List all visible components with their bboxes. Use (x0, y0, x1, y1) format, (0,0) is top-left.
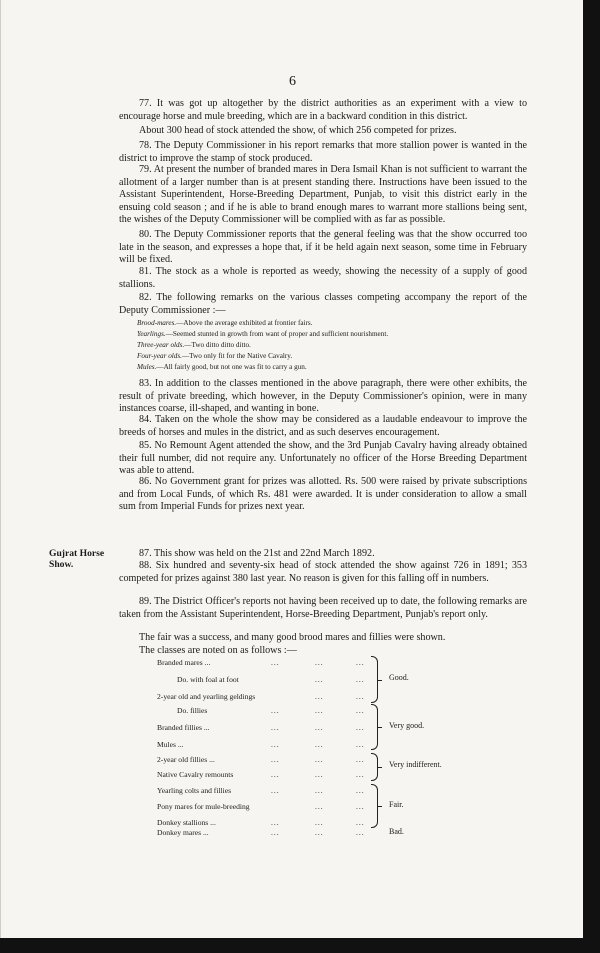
page-number: 6 (289, 74, 296, 89)
row-leader: ... (356, 818, 365, 827)
rating-bad: Bad. (389, 827, 404, 836)
remark-mules: Mules.—All fairly good, but not one was fit to carry a gun. (137, 363, 307, 371)
paragraph-80: 80. The Deputy Commissioner reports that the general feeling was that the show occurred too late in the season, and expresses a hope that, if it be held again next season, some time in February will be fixed. (119, 229, 527, 266)
brace-good (371, 656, 378, 703)
row-leader: ... (271, 723, 280, 732)
class-row: Branded mares ... (157, 658, 211, 667)
remark-three-year-olds: Three-year olds.—Two ditto ditto ditto. (137, 341, 251, 349)
paragraph-82: 82. The following remarks on the various classes competing accompany the report of the Deputy Commissioner :— (119, 292, 527, 316)
brace-very-good (371, 704, 378, 750)
paragraph-89: 89. The District Officer's reports not having been received up to date, the following remarks are taken from the Assistant Superintendent, Horse-Breeding Department, Punjab's report only. (119, 596, 527, 620)
row-leader: ... (315, 675, 324, 684)
class-row: Branded fillies ... (157, 723, 210, 732)
brace-fair (371, 784, 378, 828)
remark-brood-mares: Brood-mares.—Above the average exhibited at frontier fairs. (137, 319, 313, 327)
row-leader: ... (356, 692, 365, 701)
paragraph-77: 77. It was got up altogether by the district authorities as an experiment with a view to encourage horse and mule breeding, which are in a backward condition in this district. (119, 98, 527, 122)
row-leader: ... (271, 818, 280, 827)
class-row: 2-year old and yearling geldings (157, 692, 256, 701)
row-leader: ... (315, 802, 324, 811)
paragraph-81: 81. The stock as a whole is reported as weedy, showing the necessity of a supply of good stallions. (119, 266, 527, 290)
remark-four-year-olds: Four-year olds.—Two only fit for the Native Cavalry. (137, 352, 293, 360)
row-leader: ... (356, 770, 365, 779)
rating-very-indifferent: Very indifferent. (389, 760, 442, 769)
class-row: Native Cavalry remounts (157, 770, 234, 779)
rating-very-good: Very good. (389, 721, 425, 730)
row-leader: ... (356, 828, 365, 837)
paragraph-77-stock: About 300 head of stock attended the show, of which 256 competed for prizes. (139, 125, 457, 136)
row-leader: ... (315, 818, 324, 827)
classes-intro: The classes are noted on as follows :— (139, 645, 297, 656)
row-leader: ... (356, 723, 365, 732)
paragraph-79: 79. At present the number of branded mares in Dera Ismail Khan is not sufficient to warrant the allotment of a larger number than is at present standing there. Instructions have been issued to the Assistant Superintendent, Horse-Breeding Department, Punjab, to visit this district early in the ensuing cold season ; and if he is able to brand enough mares to warrant more stallions being sent, the wishes of the Deputy Commissioner will be complied with as far as possible. (119, 164, 527, 226)
rating-fair: Fair. (389, 800, 404, 809)
paragraph-83: 83. In addition to the classes mentioned in the above paragraph, there were other exhibits, the result of private breeding, which however, in the Deputy Commissioner's opinion, were in many instances coarse, ill-shaped, and wanting in bone. (119, 378, 527, 415)
row-leader: ... (356, 786, 365, 795)
class-row: Pony mares for mule-breeding (157, 802, 250, 811)
row-leader: ... (315, 755, 324, 764)
row-leader: ... (356, 755, 365, 764)
class-row: Yearling colts and fillies (157, 786, 232, 795)
row-leader: ... (271, 786, 280, 795)
rating-good: Good. (389, 673, 409, 682)
row-leader: ... (271, 755, 280, 764)
class-row: 2-year old fillies ... (157, 755, 215, 764)
row-leader: ... (315, 740, 324, 749)
class-row: Mules ... (157, 740, 184, 749)
row-leader: ... (271, 828, 280, 837)
paragraph-84: 84. Taken on the whole the show may be considered as a laudable endeavour to improve the breeds of horses and mules in the district, and as such deserves encouragement. (119, 414, 527, 438)
row-leader: ... (315, 706, 324, 715)
paragraph-87: 87. This show was held on the 21st and 22nd March 1892. (139, 548, 375, 559)
class-row: Donkey mares ... (157, 828, 209, 837)
scan-border-right (583, 0, 600, 953)
row-leader: ... (356, 675, 365, 684)
paragraph-86: 86. No Government grant for prizes was allotted. Rs. 500 were raised by private subscriptions and from Local Funds, of which Rs. 481 were awarded. It is under consideration to allow a small sum from Imperial Funds for prizes next year. (119, 476, 527, 513)
row-leader: ... (271, 658, 280, 667)
brace-very-indifferent (371, 753, 378, 781)
class-row: Do. fillies (177, 706, 208, 715)
row-leader: ... (356, 740, 365, 749)
row-leader: ... (356, 802, 365, 811)
side-heading: Gujrat Horse Show. (49, 548, 105, 570)
row-leader: ... (315, 692, 324, 701)
row-leader: ... (271, 740, 280, 749)
row-leader: ... (315, 723, 324, 732)
remark-yearlings: Yearlings.—Seemed stunted in growth from want of proper and sufficient nourishment. (137, 330, 389, 338)
row-leader: ... (271, 770, 280, 779)
paragraph-78: 78. The Deputy Commissioner in his report remarks that more stallion power is wanted in the district to improve the stamp of stock produced. (119, 140, 527, 164)
row-leader: ... (315, 828, 324, 837)
row-leader: ... (315, 658, 324, 667)
row-leader: ... (356, 658, 365, 667)
class-row: Donkey stallions ... (157, 818, 216, 827)
row-leader: ... (315, 770, 324, 779)
paragraph-88: 88. Six hundred and seventy-six head of stock attended the show against 726 in 1891; 353 competed for prizes against 380 last year. No reason is given for this falling off in numbers. (119, 560, 527, 584)
row-leader: ... (356, 706, 365, 715)
fair-remark: The fair was a success, and many good brood mares and fillies were shown. (139, 632, 446, 643)
class-row: Do. with foal at foot (177, 675, 239, 684)
row-leader: ... (271, 706, 280, 715)
row-leader: ... (315, 786, 324, 795)
paragraph-85: 85. No Remount Agent attended the show, and the 3rd Punjab Cavalry having already obtained their full number, did not require any. Unfortunately no officer of the Horse Breeding Department was able to attend. (119, 440, 527, 477)
scan-border-bottom (0, 938, 600, 953)
